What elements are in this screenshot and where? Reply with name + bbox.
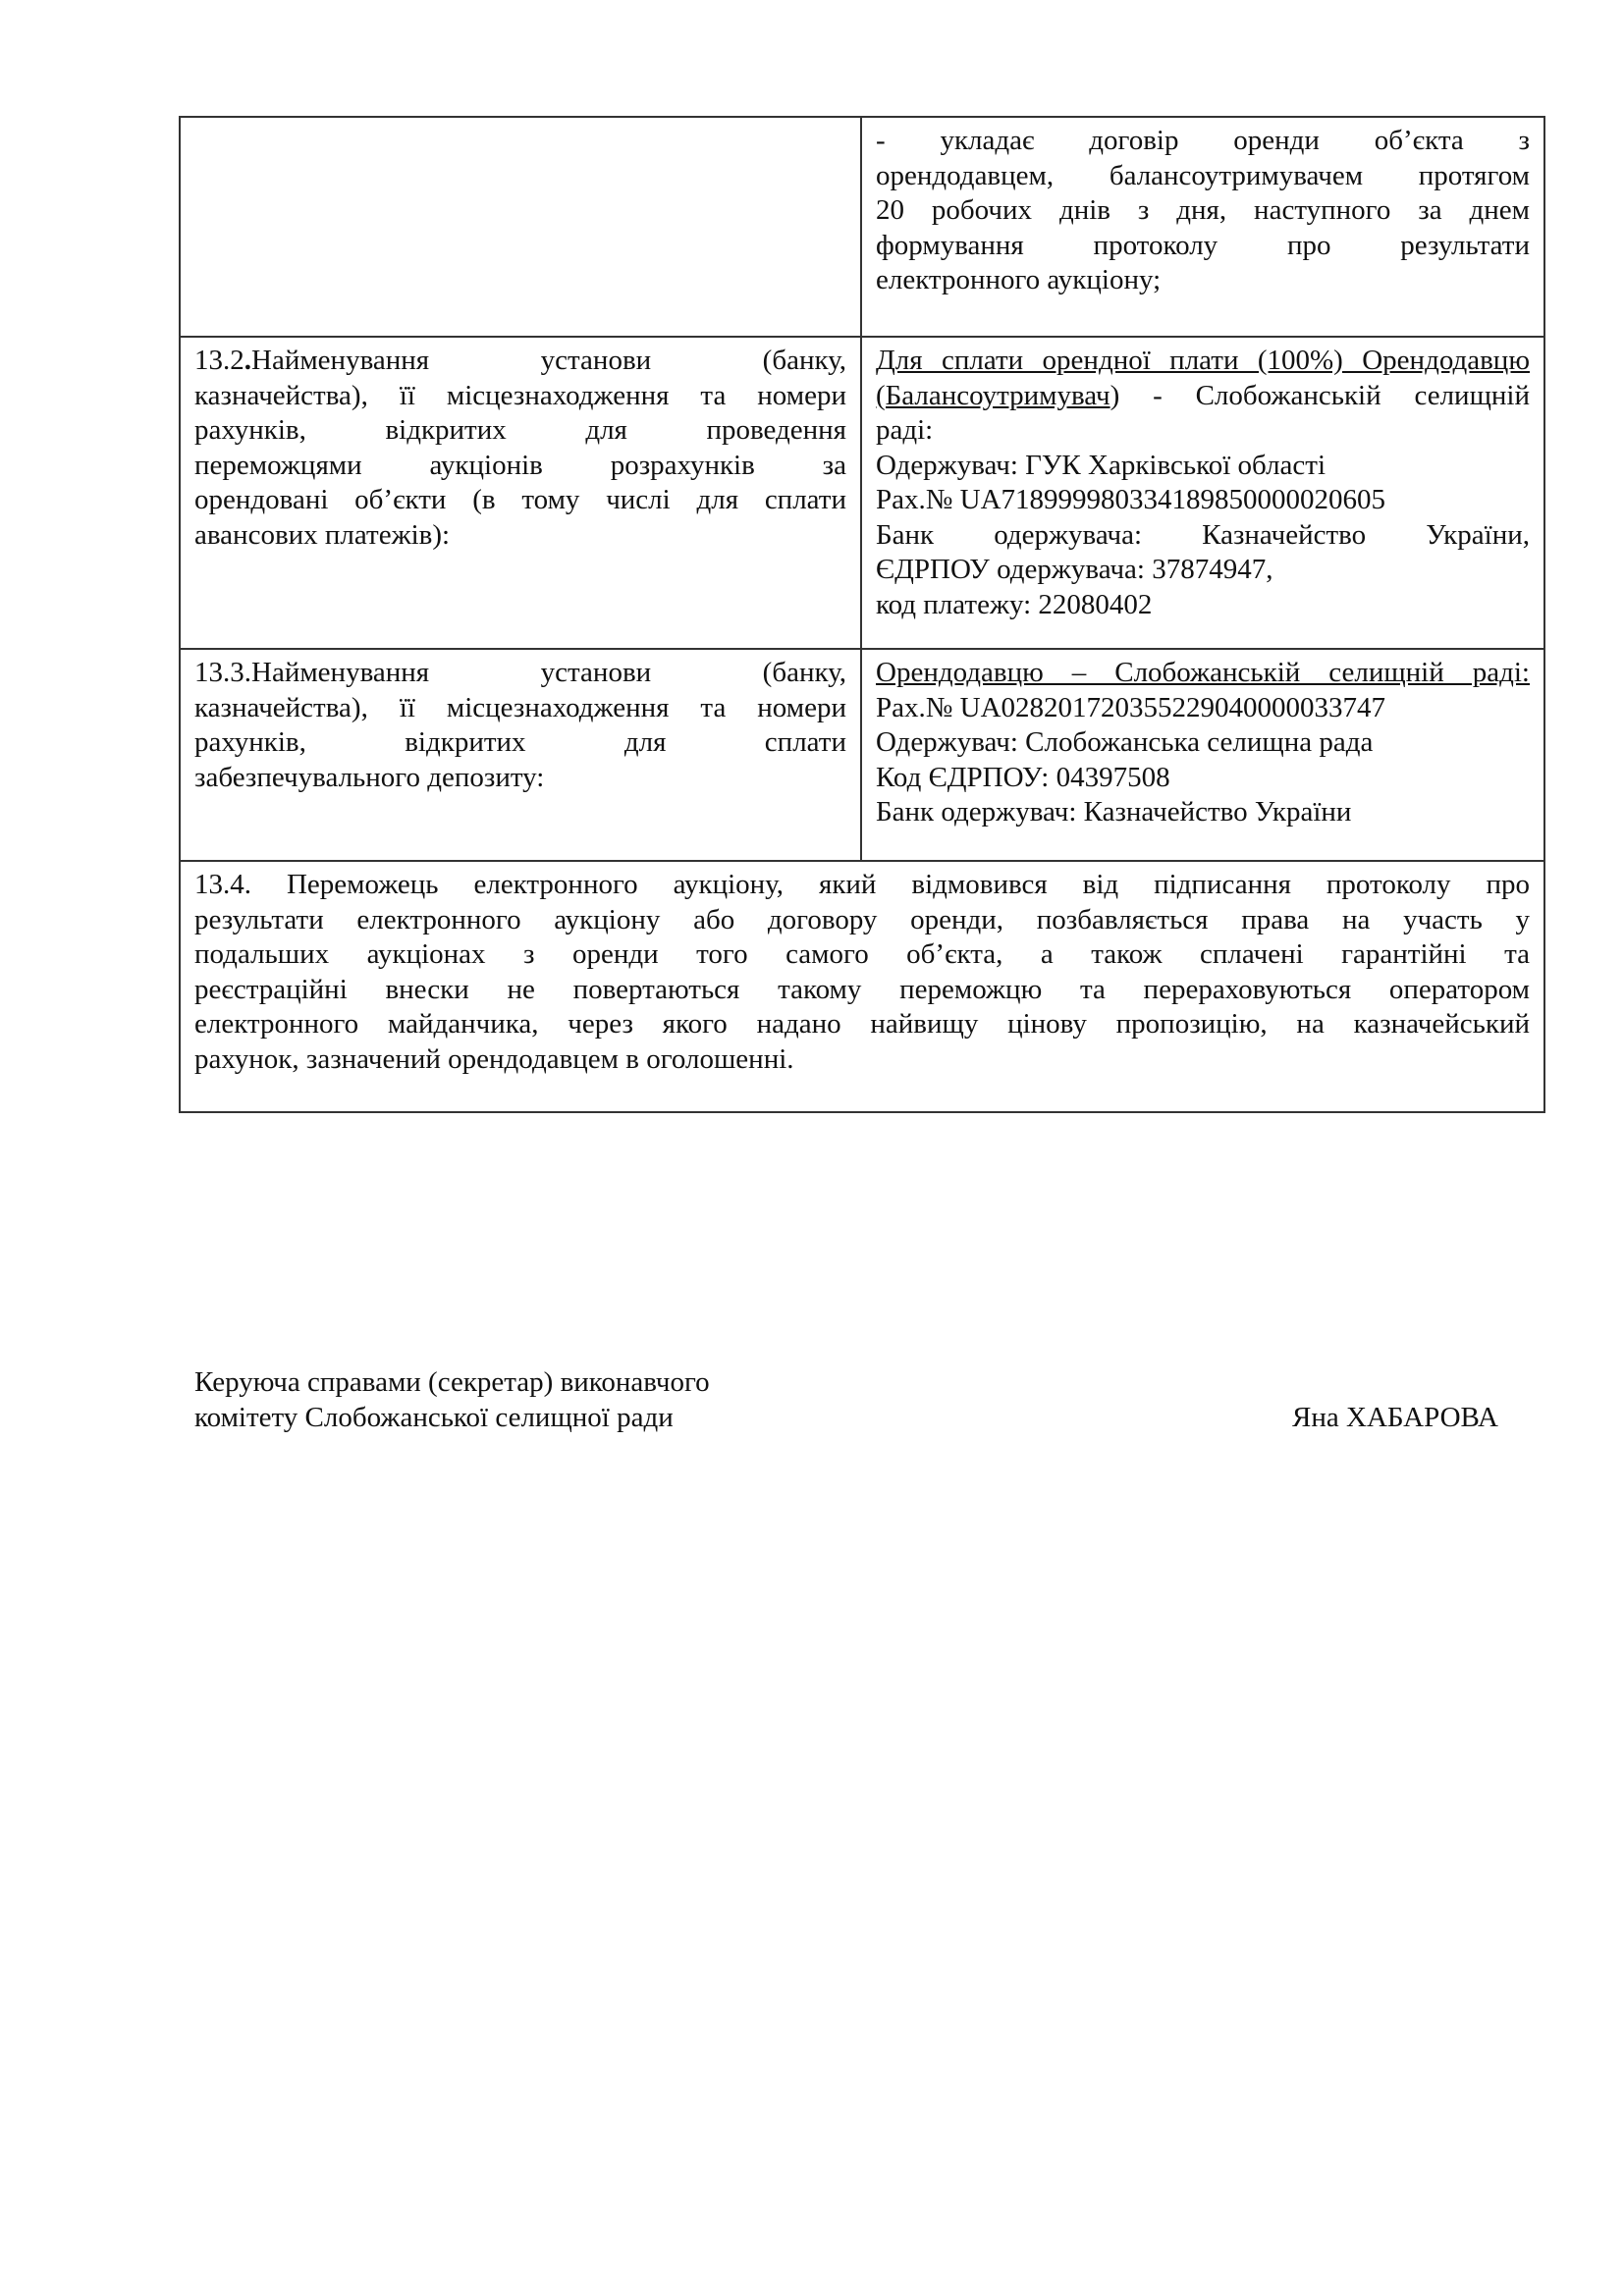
- row1-left-cell: [180, 117, 861, 337]
- row4-line: реєстраційні внески не повертаються такому переможцю та перераховуються оператором: [194, 973, 1530, 1005]
- row1-right-cell: [861, 117, 1544, 337]
- row4-line: подальших аукціонах з оренди того самого об’єкта, а також сплачені гарантійні та: [194, 938, 1530, 970]
- row2-left-first: Найменування установи (банку,: [251, 345, 846, 376]
- row4-line: електронного майданчика, через якого надано найвищу цінову пропозицію, на казначейський: [194, 1008, 1530, 1040]
- row2-right-cell: [861, 337, 1544, 649]
- row3-right-line: Банк одержувач: Казначейство України: [876, 796, 1352, 828]
- row1-right-line: - укладає договір оренди об’єкта з: [876, 125, 1530, 156]
- row3-right-cell: [861, 649, 1544, 861]
- row4-cell: [180, 861, 1544, 1112]
- row1-right-line: електронного аукціону;: [876, 264, 1162, 295]
- row2-right-underlined-part: (Балансоутримувач: [876, 379, 1110, 411]
- row2-right-line-rest: ) - Слобожанській селищній: [1110, 379, 1530, 411]
- row3-right-line: Код ЄДРПОУ: 04397508: [876, 761, 1170, 793]
- signatory-position: [194, 1364, 710, 1435]
- row2-left-cell: [180, 337, 861, 649]
- row3-left-line: рахунків, відкритих для сплати: [194, 726, 846, 758]
- row2-number-dot: .: [244, 345, 251, 376]
- row1-right-line: формування протоколу про результати: [876, 229, 1530, 261]
- row3-right-line: Одержувач: Слобожанська селищна рада: [876, 726, 1374, 758]
- row3-left-line: 13.3.Найменування установи (банку,: [194, 657, 846, 688]
- row3-right-line: Рах.№ UA028201720355229040000033747: [876, 691, 1386, 723]
- row2-left-line: казначейства), її місцезнаходження та номери: [194, 379, 846, 411]
- row4-line: 13.4. Переможець електронного аукціону, який відмовився від підписання протоколу про: [194, 869, 1530, 900]
- row2-right-line: Одержувач: ГУК Харківської області: [876, 449, 1326, 481]
- signatory-name: Яна ХАБАРОВА: [1292, 1402, 1498, 1433]
- row4-line: результати електронного аукціону або договору оренди, позбавляється права на участь у: [194, 903, 1530, 935]
- row2-number: 13.2: [194, 345, 244, 376]
- table-row: [180, 861, 1544, 1112]
- row2-left-line: [194, 344, 846, 379]
- table-row: [180, 337, 1544, 649]
- row2-left-line: переможцями аукціонів розрахунків за: [194, 449, 846, 481]
- row2-right-line: Рах.№ UA718999980334189850000020605: [876, 484, 1386, 515]
- row3-left-cell: [180, 649, 861, 861]
- row2-left-line: авансових платежів):: [194, 518, 451, 551]
- row1-right-line: орендодавцем, балансоутримувачем протягом: [876, 159, 1530, 191]
- row2-right-line: Банк одержувача: Казначейство України,: [876, 518, 1530, 551]
- signatory-position-line: комітету Слобожанської селищної ради: [194, 1402, 674, 1433]
- row2-right-line: код платежу: 22080402: [876, 588, 1153, 620]
- signatory-position-line: Керуюча справами (секретар) виконавчого: [194, 1366, 710, 1398]
- row3-left-line: казначейства), її місцезнаходження та номери: [194, 691, 846, 723]
- row1-right-line: 20 робочих днів з дня, наступного за днем: [876, 194, 1530, 226]
- row2-left-line: рахунків, відкритих для проведення: [194, 414, 846, 446]
- row2-left-line: орендовані об’єкти (в тому числі для сплати: [194, 484, 846, 515]
- row2-right-line: [876, 379, 1530, 414]
- row3-right-underlined-line: Орендодавцю – Слобожанській селищній раді:: [876, 657, 1530, 688]
- row3-left-line: забезпечувального депозиту:: [194, 761, 545, 793]
- table-row: [180, 117, 1544, 337]
- row2-right-line: раді:: [876, 414, 934, 446]
- conditions-table: [179, 116, 1545, 1113]
- row2-right-line: ЄДРПОУ одержувача: 37874947,: [876, 554, 1273, 585]
- row4-line: рахунок, зазначений орендодавцем в оголошенні.: [194, 1042, 794, 1075]
- row2-right-underlined-line: Для сплати орендної плати (100%) Орендодавцю: [876, 345, 1530, 376]
- table-row: [180, 649, 1544, 861]
